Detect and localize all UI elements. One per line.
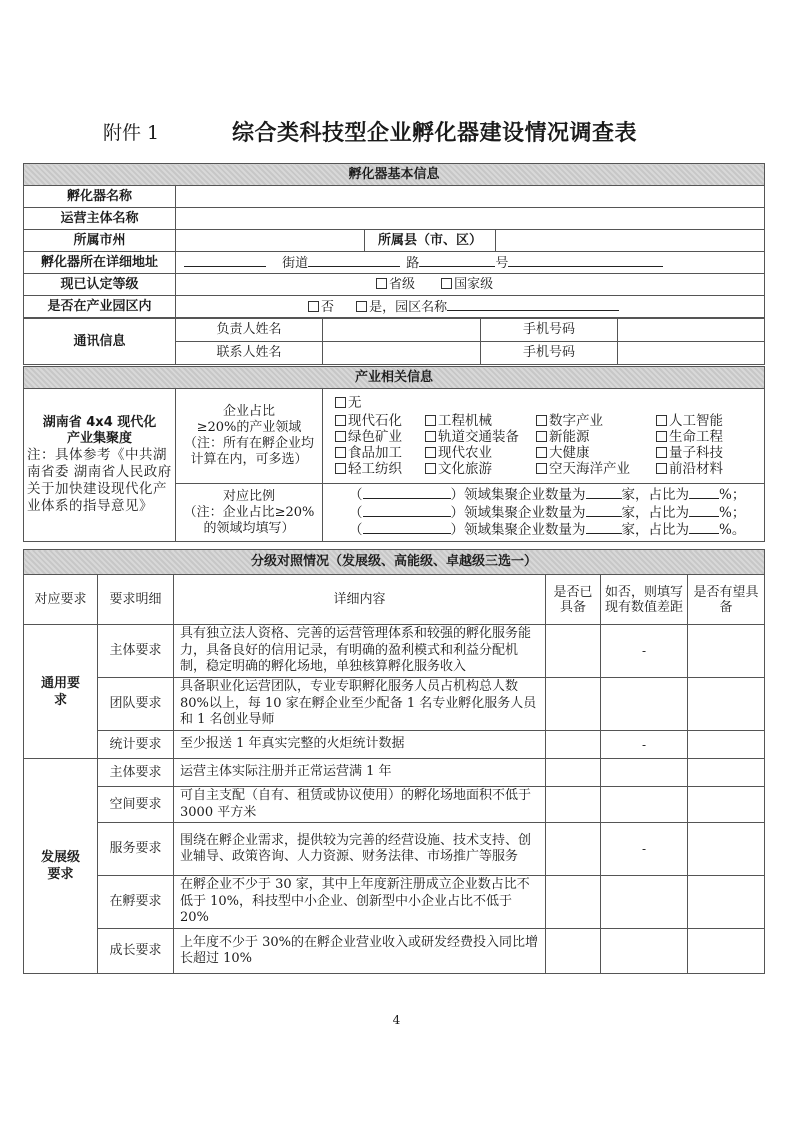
address-road-label: 路 bbox=[406, 255, 420, 271]
park-options bbox=[176, 296, 765, 318]
requirement-item: 团队要求 bbox=[98, 678, 174, 731]
header-detail-content: 详细内容 bbox=[174, 575, 546, 625]
industry-option[interactable]: 食品加工 bbox=[335, 445, 425, 461]
document-header bbox=[0, 116, 793, 150]
level-option-national[interactable]: 国家级 bbox=[441, 277, 493, 292]
already-met-field[interactable] bbox=[546, 678, 601, 731]
domain-label-cell: 企业占比 ≥20%的产业领域 （注：所有在孵企业均计算在内，可多选） bbox=[176, 389, 323, 484]
gap-field[interactable] bbox=[601, 759, 688, 787]
checkbox-icon[interactable] bbox=[441, 278, 452, 289]
open-paren: （ bbox=[349, 522, 363, 539]
ratio-count-label: ）领域集聚企业数量为 bbox=[450, 522, 586, 539]
industry-option[interactable]: 轻工纺织 bbox=[335, 461, 425, 477]
requirement-item: 在孵要求 bbox=[98, 876, 174, 929]
address-street-label: 街道 bbox=[282, 255, 309, 271]
option-none[interactable]: 无 bbox=[323, 393, 764, 411]
industry-option[interactable]: 文化旅游 bbox=[425, 461, 536, 477]
checkbox-icon[interactable] bbox=[656, 431, 667, 442]
industry-option[interactable]: 现代石化 bbox=[335, 413, 425, 429]
expected-field[interactable] bbox=[688, 625, 765, 678]
header-already-met: 是否已具备 bbox=[546, 575, 601, 625]
industry-option[interactable]: 现代农业 bbox=[425, 445, 536, 461]
address-district-blank[interactable] bbox=[184, 254, 266, 267]
ratio-line bbox=[323, 521, 764, 539]
industry-options-grid bbox=[323, 411, 764, 479]
enterprise-count-blank[interactable] bbox=[586, 504, 622, 517]
header-expected: 是否有望具备 bbox=[688, 575, 765, 625]
requirement-item: 服务要求 bbox=[98, 823, 174, 876]
principal-name-field[interactable] bbox=[323, 319, 481, 342]
industry-option[interactable]: 绿色矿业 bbox=[335, 429, 425, 445]
industry-option[interactable]: 新能源 bbox=[536, 429, 656, 445]
principal-name-label: 负责人姓名 bbox=[176, 319, 323, 342]
page-title: 综合类科技型企业孵化器建设情况调查表 bbox=[232, 121, 638, 146]
requirement-item: 主体要求 bbox=[98, 625, 174, 678]
header-requirement-detail: 要求明细 bbox=[98, 575, 174, 625]
principal-phone-label: 手机号码 bbox=[481, 319, 618, 342]
checkbox-icon[interactable] bbox=[536, 447, 547, 458]
park-label: 是否在产业园区内 bbox=[24, 296, 176, 318]
table-row bbox=[24, 678, 765, 731]
level-option-provincial[interactable]: 省级 bbox=[376, 277, 415, 292]
already-met-field[interactable] bbox=[546, 823, 601, 876]
table-row bbox=[24, 759, 765, 787]
requirement-group: 发展级要求 bbox=[24, 759, 98, 974]
industry-cluster-cell bbox=[24, 389, 176, 542]
industry-option[interactable]: 前沿材料 bbox=[656, 461, 746, 477]
address-street-blank[interactable] bbox=[308, 254, 400, 267]
gap-field[interactable]: - bbox=[601, 625, 688, 678]
requirement-detail: 在孵企业不少于 30 家，其中上年度新注册成立企业数占比不低于 10%，科技型中小企业、创新型中小企业占比不低于 20% bbox=[174, 876, 546, 929]
open-paren: （ bbox=[349, 504, 363, 521]
industry-option[interactable]: 空天海洋产业 bbox=[536, 461, 656, 477]
address-label: 孵化器所在详细地址 bbox=[24, 252, 176, 274]
industry-cluster-note: 注：具体参考《中共湖南省委 湖南省人民政府关于加快建设现代化产业体系的指导意见》 bbox=[27, 447, 172, 514]
gap-field[interactable] bbox=[601, 876, 688, 929]
requirement-item: 空间要求 bbox=[98, 787, 174, 823]
enterprise-count-blank[interactable] bbox=[586, 486, 622, 499]
city-field[interactable] bbox=[176, 230, 365, 252]
checkbox-icon[interactable] bbox=[536, 431, 547, 442]
principal-phone-field[interactable] bbox=[618, 319, 765, 342]
industry-option[interactable]: 轨道交通装备 bbox=[425, 429, 536, 445]
contact-phone-label: 手机号码 bbox=[481, 342, 618, 365]
checkbox-icon[interactable] bbox=[425, 447, 436, 458]
checkbox-icon[interactable] bbox=[425, 431, 436, 442]
requirement-detail: 具有独立法人资格、完善的运营管理体系和较强的孵化服务能力，具备良好的信用记录，有明确的盈利模式和利益分配机制，稳定明确的孵化场地，单独核算孵化服务收入 bbox=[174, 625, 546, 678]
checkbox-icon[interactable] bbox=[376, 278, 387, 289]
ratio-percent-label: 家，占比为 bbox=[621, 522, 689, 539]
table-row bbox=[24, 625, 765, 678]
park-name-blank[interactable] bbox=[447, 298, 619, 311]
ratio-count-label: ）领域集聚企业数量为 bbox=[450, 487, 586, 504]
gap-field[interactable] bbox=[601, 929, 688, 974]
expected-field[interactable] bbox=[688, 759, 765, 787]
already-met-field[interactable] bbox=[546, 876, 601, 929]
gap-field[interactable] bbox=[601, 678, 688, 731]
header-gap: 如否，则填写现有数值差距 bbox=[601, 575, 688, 625]
checkbox-icon[interactable] bbox=[656, 415, 667, 426]
percent-sign: %； bbox=[719, 504, 746, 521]
checkbox-icon[interactable] bbox=[656, 463, 667, 474]
requirement-group: 通用要求 bbox=[24, 625, 98, 759]
requirement-item: 统计要求 bbox=[98, 731, 174, 759]
basic-info-table bbox=[23, 163, 765, 318]
expected-field[interactable] bbox=[688, 731, 765, 759]
checkbox-icon[interactable] bbox=[536, 463, 547, 474]
already-met-field[interactable] bbox=[546, 759, 601, 787]
percent-sign: %； bbox=[719, 487, 746, 504]
attachment-label: 附件 1 bbox=[103, 122, 160, 144]
table-row bbox=[24, 876, 765, 929]
requirement-item: 成长要求 bbox=[98, 929, 174, 974]
industry-cluster-title: 湖南省 4x4 现代化 产业集聚度 bbox=[42, 415, 157, 446]
level-label: 现已认定等级 bbox=[24, 274, 176, 296]
percent-blank[interactable] bbox=[689, 521, 719, 534]
operator-name-field[interactable] bbox=[176, 208, 765, 230]
contact-phone-field[interactable] bbox=[618, 342, 765, 365]
checkbox-icon[interactable] bbox=[335, 431, 346, 442]
contact-table bbox=[23, 318, 765, 365]
industry-option[interactable]: 人工智能 bbox=[656, 413, 746, 429]
level-options bbox=[176, 274, 765, 296]
domain-name-blank[interactable] bbox=[363, 521, 451, 534]
enterprise-count-blank[interactable] bbox=[586, 521, 622, 534]
contact-name-field[interactable] bbox=[323, 342, 481, 365]
address-field bbox=[176, 252, 765, 274]
checkbox-icon[interactable] bbox=[656, 447, 667, 458]
domain-name-blank[interactable] bbox=[363, 486, 451, 499]
industry-table bbox=[23, 366, 765, 542]
industry-option[interactable]: 工程机械 bbox=[425, 413, 536, 429]
checkbox-icon[interactable] bbox=[425, 463, 436, 474]
domain-name-blank[interactable] bbox=[363, 504, 451, 517]
county-field[interactable] bbox=[496, 230, 765, 252]
already-met-field[interactable] bbox=[546, 731, 601, 759]
ratio-line bbox=[323, 504, 764, 522]
requirement-detail: 运营主体实际注册并正常运营满 1 年 bbox=[174, 759, 546, 787]
section-header-basic-info: 孵化器基本信息 bbox=[24, 164, 765, 186]
gap-field[interactable]: - bbox=[601, 731, 688, 759]
city-label: 所属市州 bbox=[24, 230, 176, 252]
percent-blank[interactable] bbox=[689, 504, 719, 517]
requirement-detail: 上年度不少于 30%的在孵企业营业收入或研发经费投入同比增长超过 10% bbox=[174, 929, 546, 974]
address-number-blank[interactable] bbox=[508, 254, 663, 267]
requirement-detail: 具备职业化运营团队，专业专职孵化服务人员占机构总人数 80%以上，每 10 家在孵企业至少配备 1 名专业孵化服务人员和 1 名创业导师 bbox=[174, 678, 546, 731]
already-met-field[interactable] bbox=[546, 625, 601, 678]
requirement-detail: 围绕在孵企业需求，提供较为完善的经营设施、技术支持、创业辅导、政策咨询、人力资源、财务法律、市场推广等服务 bbox=[174, 823, 546, 876]
operator-name-label: 运营主体名称 bbox=[24, 208, 176, 230]
section-header-industry: 产业相关信息 bbox=[24, 367, 765, 389]
grading-table bbox=[23, 549, 765, 974]
ratio-count-label: ）领域集聚企业数量为 bbox=[450, 504, 586, 521]
table-row bbox=[24, 823, 765, 876]
domain-options-cell bbox=[323, 389, 765, 484]
expected-field[interactable] bbox=[688, 929, 765, 974]
checkbox-icon[interactable] bbox=[335, 397, 346, 408]
ratio-label-cell: 对应比例 （注：企业占比≥20%的领域均填写） bbox=[176, 484, 323, 542]
checkbox-icon[interactable] bbox=[308, 301, 319, 312]
ratio-lines bbox=[323, 486, 764, 539]
table-row bbox=[24, 929, 765, 974]
requirement-item: 主体要求 bbox=[98, 759, 174, 787]
gap-field[interactable] bbox=[601, 787, 688, 823]
contact-label: 通讯信息 bbox=[24, 319, 176, 365]
header-requirement: 对应要求 bbox=[24, 575, 98, 625]
already-met-field[interactable] bbox=[546, 787, 601, 823]
incubator-name-field[interactable] bbox=[176, 186, 765, 208]
ratio-percent-label: 家，占比为 bbox=[621, 487, 689, 504]
checkbox-icon[interactable] bbox=[356, 301, 367, 312]
requirement-detail: 可自主支配（自有、租赁或协议使用）的孵化场地面积不低于 3000 平方米 bbox=[174, 787, 546, 823]
checkbox-icon[interactable] bbox=[536, 415, 547, 426]
percent-sign: %。 bbox=[719, 522, 746, 539]
county-label: 所属县（市、区） bbox=[365, 230, 496, 252]
incubator-name-label: 孵化器名称 bbox=[24, 186, 176, 208]
open-paren: （ bbox=[349, 487, 363, 504]
section-header-grading: 分级对照情况（发展级、高能级、卓越级三选一） bbox=[24, 550, 765, 575]
park-option-yes[interactable]: 是，园区名称 bbox=[356, 300, 447, 315]
industry-option[interactable]: 大健康 bbox=[536, 445, 656, 461]
checkbox-icon[interactable] bbox=[335, 447, 346, 458]
gap-field[interactable]: - bbox=[601, 823, 688, 876]
address-number-label: 号 bbox=[495, 255, 509, 271]
checkbox-icon[interactable] bbox=[335, 415, 346, 426]
page-number: 4 bbox=[392, 1013, 401, 1027]
park-option-no[interactable]: 否 bbox=[308, 300, 334, 315]
expected-field[interactable] bbox=[688, 678, 765, 731]
checkbox-icon[interactable] bbox=[335, 463, 346, 474]
ratio-lines-cell bbox=[323, 484, 765, 542]
industry-option[interactable]: 生命工程 bbox=[656, 429, 746, 445]
expected-field[interactable] bbox=[688, 823, 765, 876]
ratio-percent-label: 家，占比为 bbox=[621, 504, 689, 521]
checkbox-icon[interactable] bbox=[425, 415, 436, 426]
contact-name-label: 联系人姓名 bbox=[176, 342, 323, 365]
ratio-line bbox=[323, 486, 764, 504]
address-road-blank[interactable] bbox=[419, 254, 495, 267]
expected-field[interactable] bbox=[688, 876, 765, 929]
industry-option[interactable]: 量子科技 bbox=[656, 445, 746, 461]
percent-blank[interactable] bbox=[689, 486, 719, 499]
table-row bbox=[24, 731, 765, 759]
requirement-detail: 至少报送 1 年真实完整的火炬统计数据 bbox=[174, 731, 546, 759]
expected-field[interactable] bbox=[688, 787, 765, 823]
industry-option[interactable]: 数字产业 bbox=[536, 413, 656, 429]
table-row bbox=[24, 787, 765, 823]
already-met-field[interactable] bbox=[546, 929, 601, 974]
